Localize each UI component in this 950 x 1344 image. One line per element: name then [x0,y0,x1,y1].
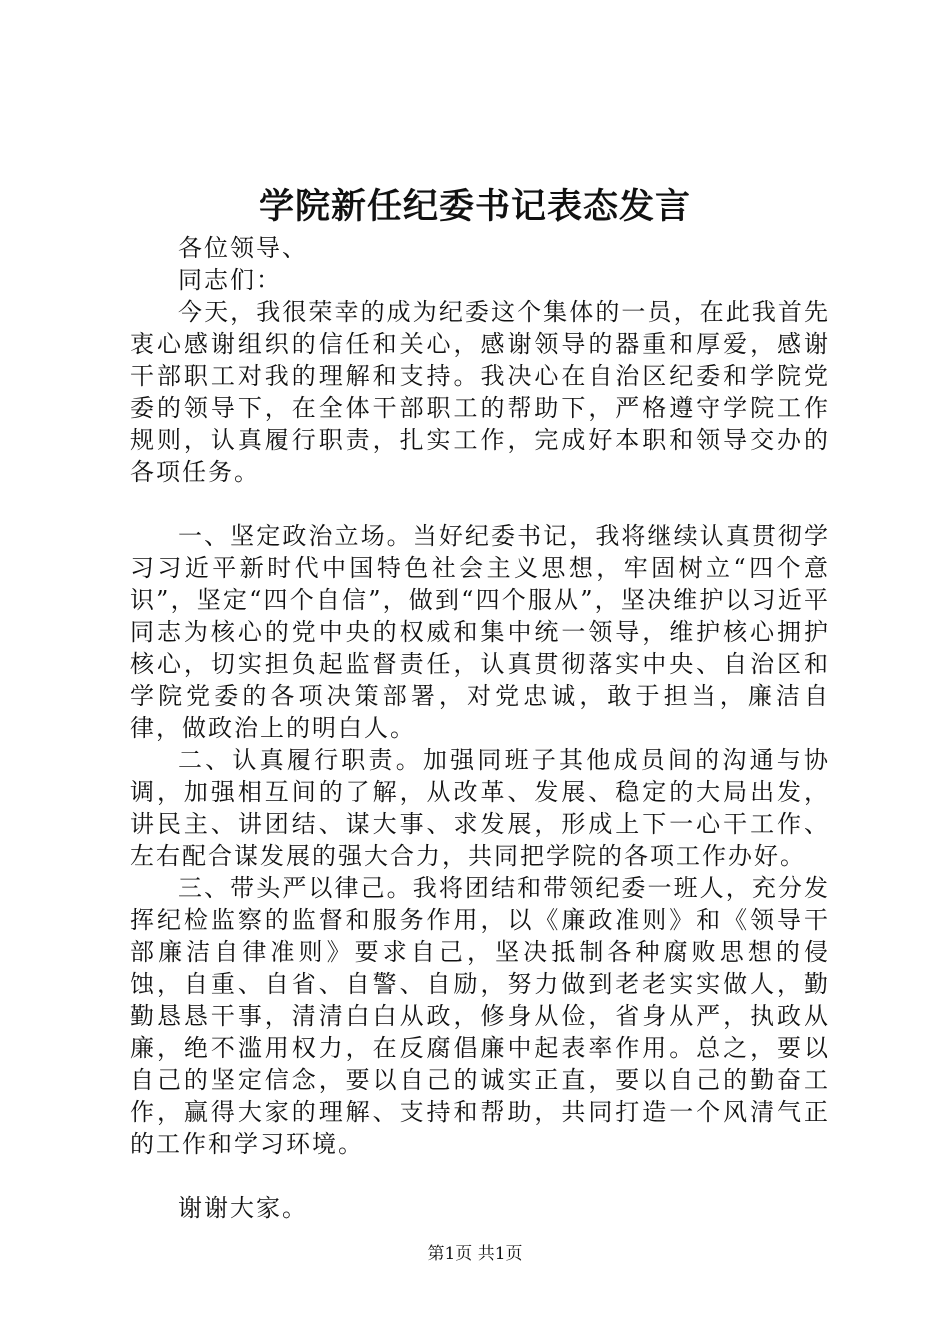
paragraph-political-stance: 一、坚定政治立场。当好纪委书记，我将继续认真贯彻学习习近平新时代中国特色社会主义思想，牢固树立“四个意识”，坚定“四个自信”，做到“四个服从”，坚决维护以习近平同志为核心的党中央的权威和集中统一领导，维护核心拥护核心，切实担负起监督责任，认真贯彻落实中央、自治区和学院党委的各项决策部署，对党忠诚，敢于担当，廉洁自律，做政治上的明白人。 [130,522,830,742]
paragraph-intro: 今天，我很荣幸的成为纪委这个集体的一员，在此我首先衷心感谢组织的信任和关心，感谢领导的器重和厚爱，感谢干部职工对我的理解和支持。我决心在自治区纪委和学院党委的领导下，在全体干部职工的帮助下，严格遵守学院工作规则，认真履行职责，扎实工作，完成好本职和领导交办的各项任务。 [130,298,830,486]
closing-thanks: 谢谢大家。 [178,1194,308,1222]
salutation-comrades: 同志们： [178,266,282,294]
page-footer: 第1页 共1页 [427,1244,523,1264]
salutation-leaders: 各位领导、 [178,234,308,262]
paragraph-spacer [130,1160,830,1192]
document-title: 学院新任纪委书记表态发言 [258,186,691,227]
paragraph-self-discipline: 三、带头严以律己。我将团结和带领纪委一班人，充分发挥纪检监察的监督和服务作用，以《廉政准则》和《领导干部廉洁自律准则》要求自己，坚决抵制各种腐败思想的侵蚀，自重、自省、自警、自励，努力做到老老实实做人，勤勤恳恳干事，清清白白从政，修身从俭，省身从严，执政从廉，绝不滥用权力，在反腐倡廉中起表率作用。总之，要以自己的坚定信念，要以自己的诚实正直，要以自己的勤奋工作，赢得大家的理解、支持和帮助，共同打造一个风清气正的工作和学习环境。 [130,874,830,1158]
paragraph-duties: 二、认真履行职责。加强同班子其他成员间的沟通与协调，加强相互间的了解，从改革、发展、稳定的大局出发，讲民主、讲团结、谋大事、求发展，形成上下一心干工作、左右配合谋发展的强大合力，共同把学院的各项工作办好。 [130,746,830,870]
paragraph-spacer [130,488,830,520]
document-body [130,232,830,1224]
